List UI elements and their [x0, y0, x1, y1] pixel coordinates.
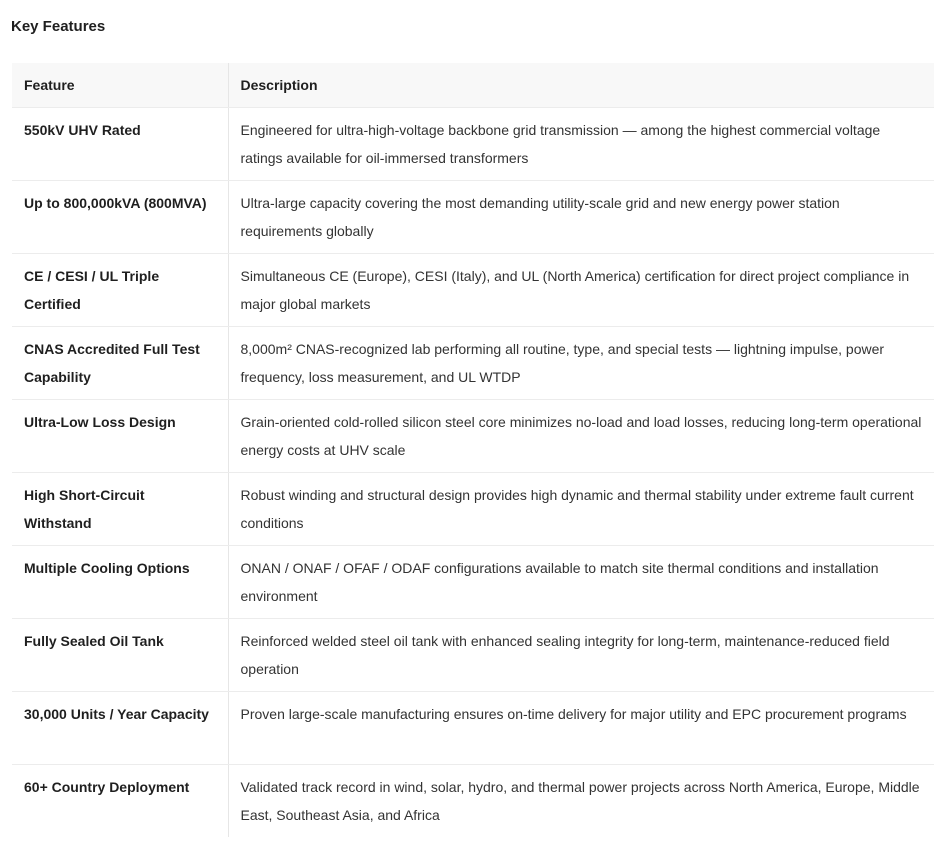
feature-cell: CE / CESI / UL Triple Certified — [12, 253, 228, 326]
description-cell: Reinforced welded steel oil tank with enhanced sealing integrity for long-term, maintenance-reduced field operation — [228, 618, 934, 691]
table-row — [12, 691, 934, 764]
description-cell: Simultaneous CE (Europe), CESI (Italy), and UL (North America) certification for direct project compliance in major global markets — [228, 253, 934, 326]
feature-cell: Multiple Cooling Options — [12, 545, 228, 618]
table-body — [12, 107, 934, 837]
description-cell: ONAN / ONAF / OFAF / ODAF configurations available to match site thermal conditions and installation environment — [228, 545, 934, 618]
table-row — [12, 472, 934, 545]
feature-cell: Ultra-Low Loss Design — [12, 399, 228, 472]
table-row — [12, 545, 934, 618]
table-row — [12, 399, 934, 472]
table-header-row — [12, 63, 934, 107]
table-row — [12, 618, 934, 691]
feature-cell: Fully Sealed Oil Tank — [12, 618, 228, 691]
feature-cell: 550kV UHV Rated — [12, 107, 228, 180]
feature-cell: CNAS Accredited Full Test Capability — [12, 326, 228, 399]
feature-cell: High Short-Circuit Withstand — [12, 472, 228, 545]
description-cell: 8,000m² CNAS-recognized lab performing all routine, type, and special tests — lightning impulse, power frequency, loss measurement, and UL WTDP — [228, 326, 934, 399]
description-cell: Grain-oriented cold-rolled silicon steel core minimizes no-load and load losses, reducing long-term operational energy costs at UHV scale — [228, 399, 934, 472]
features-table — [12, 63, 934, 837]
table-row — [12, 180, 934, 253]
feature-cell: Up to 800,000kVA (800MVA) — [12, 180, 228, 253]
table-row — [12, 764, 934, 837]
description-cell: Robust winding and structural design provides high dynamic and thermal stability under extreme fault current conditions — [228, 472, 934, 545]
description-cell: Validated track record in wind, solar, hydro, and thermal power projects across North America, Europe, Middle East, Southeast Asia, and Africa — [228, 764, 934, 837]
description-cell: Proven large-scale manufacturing ensures on-time delivery for major utility and EPC procurement programs — [228, 691, 934, 764]
feature-cell: 60+ Country Deployment — [24, 778, 190, 795]
column-header-description: Description — [228, 63, 934, 107]
table-row — [12, 107, 934, 180]
description-cell: Engineered for ultra-high-voltage backbone grid transmission — among the highest commercial voltage ratings available for oil-immersed transformers — [228, 107, 934, 180]
column-header-feature: Feature — [12, 63, 228, 107]
section-title: Key Features — [11, 18, 106, 35]
feature-cell: 30,000 Units / Year Capacity — [12, 691, 228, 764]
table-row — [12, 326, 934, 399]
table-header — [12, 63, 934, 107]
table-row — [12, 253, 934, 326]
description-cell: Ultra-large capacity covering the most demanding utility-scale grid and new energy power station requirements globally — [228, 180, 934, 253]
